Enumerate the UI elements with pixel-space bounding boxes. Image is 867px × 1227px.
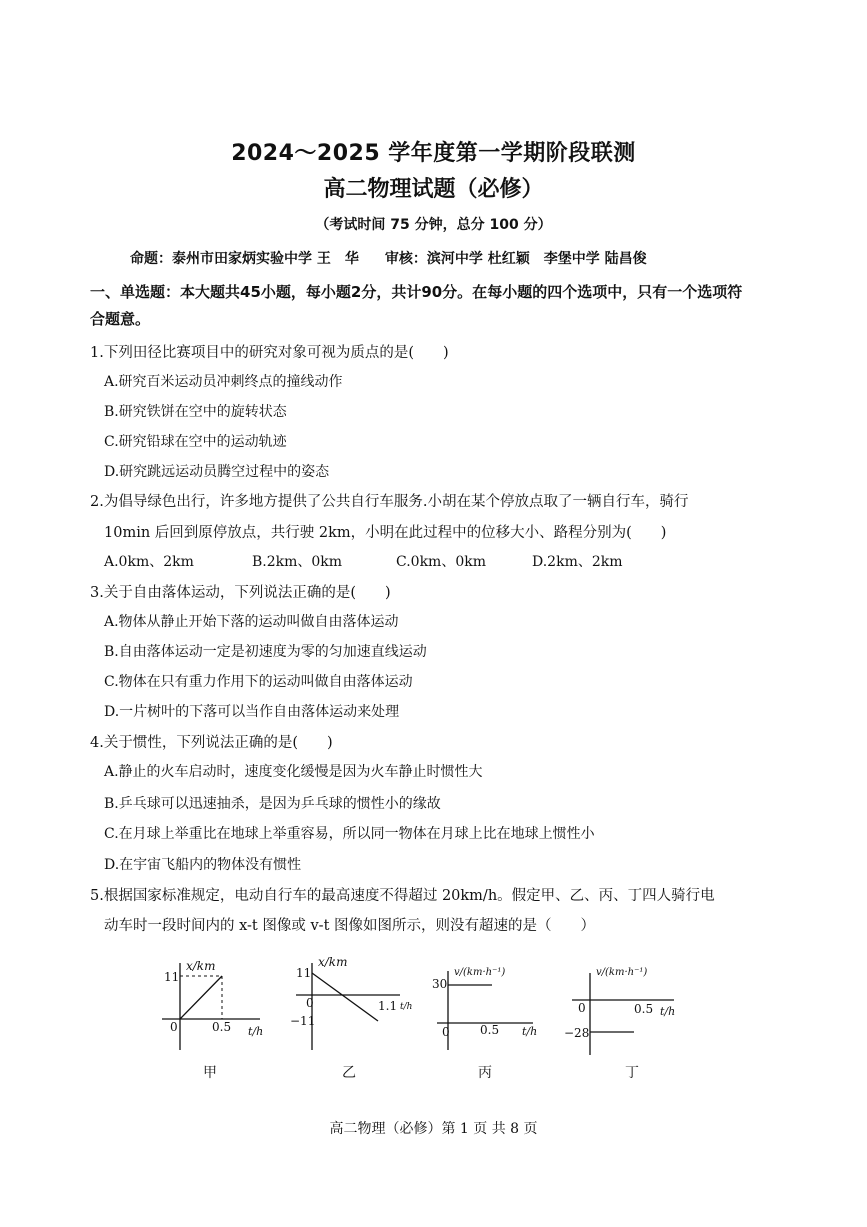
question-5-stem-line2: 动车时一段时间内的 x-t 图像或 v-t 图像如图所示，则没有超速的是（ ） <box>104 918 596 934</box>
graph-yi-line <box>312 973 378 1021</box>
graph-jia-y-tick: 11 <box>164 970 180 984</box>
graph-jia-line <box>180 976 222 1019</box>
section-heading-line1: 一、单选题：本大题共45小题，每小题2分，共计90分。在每小题的四个选项中，只有一个选项符 <box>90 283 743 301</box>
question-2-option-c: C.0km、0km <box>396 554 486 570</box>
graph-jia-xlabel: t/h <box>248 1025 264 1038</box>
graph-yi-ylabel: x/km <box>318 955 348 969</box>
section-heading-line2: 合题意。 <box>90 310 151 328</box>
graph-bing-y-tick: 30 <box>432 977 448 991</box>
exam-title: 2024～2025 学年度第一学期阶段联测 <box>231 141 636 166</box>
setter-text: 命题：泰州市田家炳实验中学 王 华 <box>130 251 359 267</box>
question-4-option-b: B.乒乓球可以迅速抽杀，是因为乒乓球的惯性小的缘故 <box>104 796 441 812</box>
graph-ding-ylabel: v/(km·h⁻¹) <box>596 967 648 978</box>
question-1-option-c: C.研究铅球在空中的运动轨迹 <box>104 434 287 450</box>
authors-line <box>130 248 810 268</box>
graph-yi-xlabel: t/h <box>400 1002 413 1012</box>
section-heading <box>90 279 780 333</box>
graph-jia-origin: 0 <box>170 1020 178 1034</box>
graph-ding-x-tick: 0.5 <box>634 1002 654 1016</box>
graph-ding-y-tick: −28 <box>564 1026 590 1040</box>
question-2-stem-line2: 10min 后回到原停放点，共行驶 2km，小明在此过程中的位移大小、路程分别为( ) <box>104 525 667 541</box>
graph-ding-label: 丁 <box>625 1065 639 1081</box>
graph-bing-x-tick: 0.5 <box>480 1023 500 1037</box>
graph-jia-label: 甲 <box>203 1065 217 1081</box>
question-4-option-d: D.在宇宙飞船内的物体没有惯性 <box>104 857 302 873</box>
question-1-option-b: B.研究铁饼在空中的旋转状态 <box>104 404 287 420</box>
question-1-option-d: D.研究跳远运动员腾空过程中的姿态 <box>104 464 330 480</box>
question-1-stem: 1.下列田径比赛项目中的研究对象可视为质点的是( ) <box>90 345 449 361</box>
question-3-option-c: C.物体在只有重力作用下的运动叫做自由落体运动 <box>104 674 413 690</box>
question-2-option-b: B.2km、0km <box>252 554 343 570</box>
question-4-option-c: C.在月球上举重比在地球上举重容易，所以同一物体在月球上比在地球上惯性小 <box>104 826 595 842</box>
question-2-stem-line1: 2.为倡导绿色出行，许多地方提供了公共自行车服务.小胡在某个停放点取了一辆自行车，骑行 <box>90 494 689 510</box>
reviewer-text: 审核：滨河中学 杜红颖 李堡中学 陆昌俊 <box>384 251 647 267</box>
graph-ding-xlabel: t/h <box>660 1005 676 1018</box>
graph-yi-label: 乙 <box>342 1065 356 1081</box>
question-2-option-d: D.2km、2km <box>532 554 623 570</box>
graph-bing-ylabel: v/(km·h⁻¹) <box>454 967 506 978</box>
question-3-option-d: D.一片树叶的下落可以当作自由落体运动来处理 <box>104 704 400 720</box>
graph-yi-x-tick: 1.1 <box>378 999 398 1013</box>
question-4-option-a: A.静止的火车启动时，速度变化缓慢是因为火车静止时惯性大 <box>104 764 483 780</box>
question-2-option-a: A.0km、2km <box>104 554 194 570</box>
graph-yi-origin: 0 <box>306 996 314 1010</box>
question-3-stem: 3.关于自由落体运动，下列说法正确的是( ) <box>90 585 391 601</box>
graph-jia-x-tick: 0.5 <box>212 1020 232 1034</box>
page-footer: 高二物理（必修）第 1 页 共 8 页 <box>329 1121 538 1137</box>
graph-jia-ylabel: x/km <box>186 959 216 973</box>
question-1-option-a: A.研究百米运动员冲刺终点的撞线动作 <box>104 374 343 390</box>
graph-yi-y-tick-bottom: −11 <box>290 1014 316 1028</box>
question-4-stem: 4.关于惯性，下列说法正确的是( ) <box>90 735 333 751</box>
question-5-stem-line1: 5.根据国家标准规定，电动自行车的最高速度不得超过 20km/h。假定甲、乙、丙、丁四人骑行电 <box>90 888 715 904</box>
question-3-option-b: B.自由落体运动一定是初速度为零的匀加速直线运动 <box>104 644 427 660</box>
graph-bing-xlabel: t/h <box>522 1025 538 1038</box>
exam-subtitle: 高二物理试题（必修） <box>323 177 544 202</box>
graph-bing-label: 丙 <box>478 1065 492 1081</box>
graph-bing-origin: 0 <box>442 1025 450 1039</box>
exam-info: （考试时间 75 分钟，总分 100 分） <box>315 217 552 233</box>
question-3-option-a: A.物体从静止开始下落的运动叫做自由落体运动 <box>104 614 399 630</box>
graph-yi-y-tick-top: 11 <box>296 966 312 980</box>
graph-ding-origin: 0 <box>578 1001 586 1015</box>
